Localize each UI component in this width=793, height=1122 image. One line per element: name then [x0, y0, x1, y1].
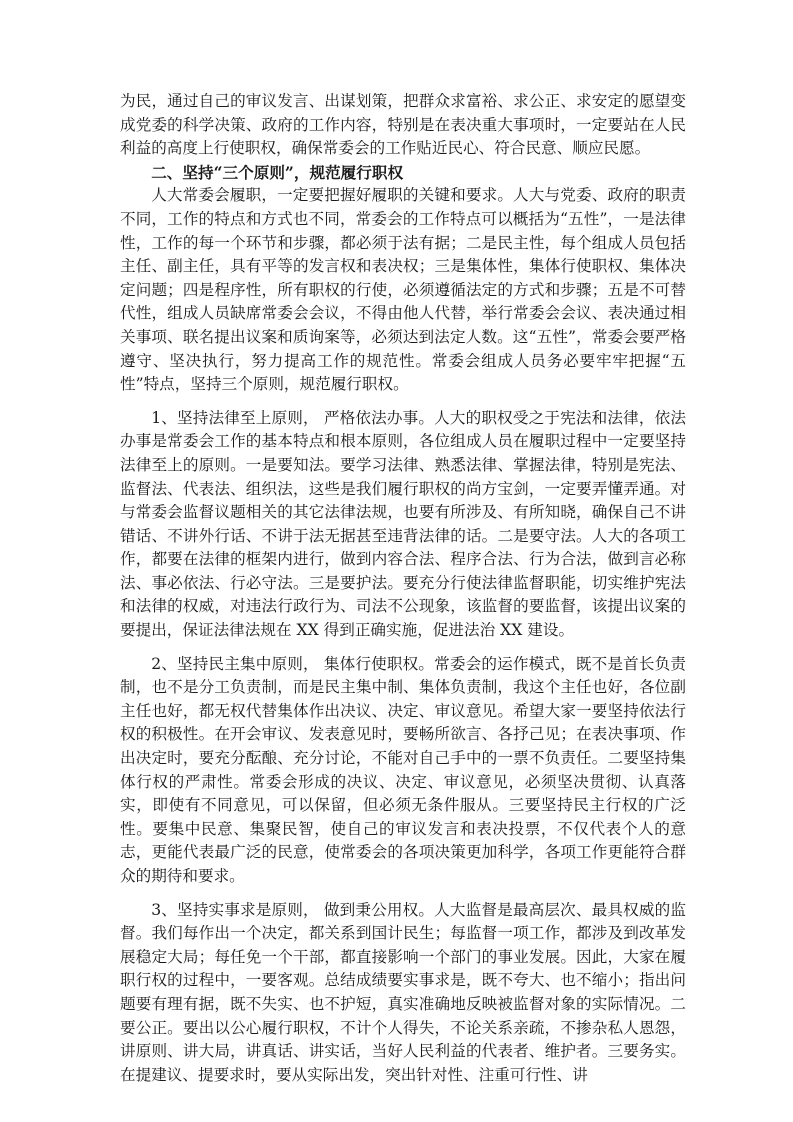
section-heading: 二、坚持“三个原则”，规范履行职权	[151, 162, 404, 182]
principle-2-paragraph: 2、坚持民主集中原则， 集体行使职权。常委会的运作模式，既不是首长负责制，也不是分工负责制，而是民主集中制、集体负责制，我这个主任也好，各位副主任也好，都无权代替集体作出决议、决定、审议意见。希望大家一要坚持依法行权的积极性。在开会审议、发表意见时，要畅所欲言、各抒己见；在表决事项、作出决定时，要充分酝酿、充分讨论，不能对自己手中的一票不负责任。二要坚持集体行权的严肃性。常委会形成的决议、决定、审议意见，必须坚决贯彻、认真落实，即使有不同意见，可以保留，但必须无条件服从。三要坚持民主行权的广泛性。要集中民意、集聚民智，使自己的审议发言和表决投票，不仅代表个人的意志，更能代表最广泛的民意，使常委会的各项决策更加科学，各项工作更能符合群众的期待和要求。	[120, 654, 686, 885]
principle-3-paragraph: 3、坚持实事求是原则， 做到秉公用权。人大监督是最高层次、最具权威的监督。我们每作出一个决定，都关系到国计民生；每监督一项工作，都涉及到改革发展稳定大局；每任免一个干部，都直接影响一个部门的事业发展。因此，大家在履职行权的过程中，一要客观。总结成绩要实事求是，既不夸大、也不缩小；指出问题要有理有据，既不失实、也不护短，真实准确地反映被监督对象的实际情况。二要公正。要出以公心履行职权，不计个人得失，不论关系亲疏，不掺杂私人恩怨，讲原则、讲大局，讲真话、讲实话，当好人民利益的代表者、维护者。三要务实。在提建议、提要求时，要从实际出发，突出针对性、注重可行性、讲	[120, 900, 686, 1084]
intro-paragraph: 为民，通过自己的审议发言、出谋划策，把群众求富裕、求公正、求安定的愿望变成党委的科学决策、政府的工作内容，特别是在表决重大事项时，一定要站在人民利益的高度上行使职权，确保常委会的工作贴近民心、符合民意、顺应民愿。	[120, 92, 686, 158]
principle-1-paragraph: 1、坚持法律至上原则， 严格依法办事。人大的职权受之于宪法和法律，依法办事是常委会工作的基本特点和根本原则，各位组成人员在履职过程中一定要坚持法律至上的原则。一是要知法。要学习法律、熟悉法律、掌握法律，特别是宪法、监督法、代表法、组织法，这些是我们履行职权的尚方宝剑，一定要弄懂弄通。对与常委会监督议题相关的其它法律法规，也要有所涉及、有所知晓，确保自己不讲错话、不讲外行话、不讲于法无据甚至违背法律的话。二是要守法。人大的各项工作，都要在法律的框架内进行，做到内容合法、程序合法、行为合法，做到言必称法、事必依法、行必守法。三是要护法。要充分行使法律监督职能，切实维护宪法和法律的权威，对违法行政行为、司法不公现象，该监督的要监督，该提出议案的要提出，保证法律法规在 XX 得到正确实施，促进法治 XX 建设。	[120, 408, 686, 640]
document-page	[120, 90, 686, 1087]
section-intro-paragraph: 人大常委会履职，一定要把握好履职的关键和要求。人大与党委、政府的职责不同，工作的特点和方式也不同，常委会的工作特点可以概括为“五性”，一是法律性，工作的每一个环节和步骤，都必须于法有据；二是民主性，每个组成人员包括主任、副主任，具有平等的发言权和表决权；三是集体性，集体行使职权、集体决定问题；四是程序性，所有职权的行使，必须遵循法定的方式和步骤；五是不可替代性，组成人员缺席常委会会议，不得由他人代替，举行常委会会议、表决通过相关事项、联名提出议案和质询案等，必须达到法定人数。这“五性”，常委会要严格遵守、坚决执行，努力提高工作的规范性。常委会组成人员务必要牢牢把握“五性”特点，坚持三个原则，规范履行职权。	[120, 186, 686, 394]
